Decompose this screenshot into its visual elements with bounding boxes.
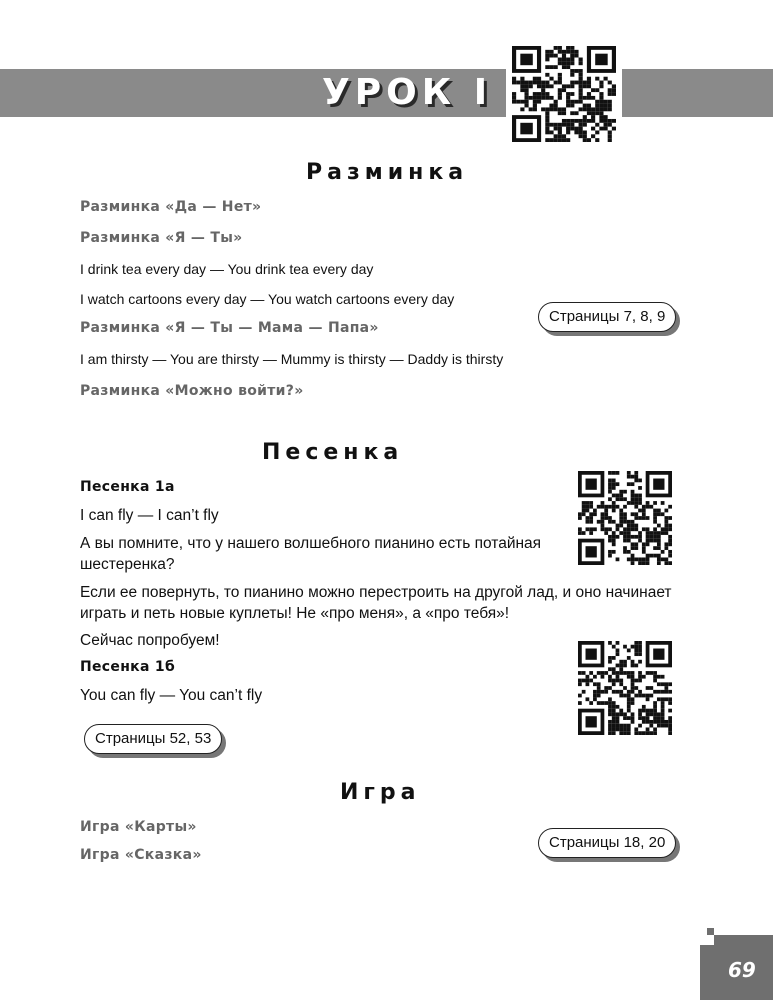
page-number: 69 xyxy=(728,958,756,982)
warmup-item-6: I am thirsty — You are thirsty — Mummy is thirsty — Daddy is thirsty xyxy=(80,351,504,367)
warmup-item-1: Разминка «Да — Нет» xyxy=(80,199,262,215)
song-a-qr-code-icon[interactable] xyxy=(572,465,678,571)
game-item-2: Игра «Сказка» xyxy=(80,847,202,863)
lesson-title: УРОК I xyxy=(322,72,493,113)
lesson-qr-code-icon[interactable] xyxy=(506,40,622,148)
qr-code-icon xyxy=(512,46,616,142)
qr-code-icon xyxy=(578,471,672,565)
game-item-1: Игра «Карты» xyxy=(80,819,197,835)
warmup-item-7: Разминка «Можно войти?» xyxy=(80,383,304,399)
song-paragraph-2: Если ее повернуть, то пианино можно перестроить на другой лад, и оно начинает играть и петь новые куплеты! Не «про меня», а «про тебя»! xyxy=(80,584,672,622)
song-b-qr-code-icon[interactable] xyxy=(572,635,678,741)
warmup-item-2: Разминка «Я — Ты» xyxy=(80,230,243,246)
warmup-item-4: I watch cartoons every day — You watch cartoons every day xyxy=(80,291,455,307)
warmup-pages-badge: Страницы 7, 8, 9 xyxy=(538,302,676,332)
warmup-heading: Разминка xyxy=(306,160,469,185)
song-heading: Песенка xyxy=(262,440,404,465)
song-subheading-b: Песенка 1б xyxy=(80,659,176,675)
song-line-a: I can fly — I can’t fly xyxy=(80,507,219,524)
song-pages-badge: Страницы 52, 53 xyxy=(84,724,222,754)
game-heading: Игра xyxy=(340,780,421,805)
qr-code-icon xyxy=(578,641,672,735)
game-pages-badge: Страницы 18, 20 xyxy=(538,828,676,858)
song-line-b: You can fly — You can’t fly xyxy=(80,687,263,704)
warmup-item-5: Разминка «Я — Ты — Мама — Папа» xyxy=(80,320,379,336)
song-paragraph-3: Сейчас попробуем! xyxy=(80,632,220,649)
song-subheading-a: Песенка 1а xyxy=(80,479,175,495)
song-paragraph-1: А вы помните, что у нашего волшебного пианино есть потайная шестеренка? xyxy=(80,535,542,573)
warmup-item-3: I drink tea every day — You drink tea every day xyxy=(80,261,374,277)
